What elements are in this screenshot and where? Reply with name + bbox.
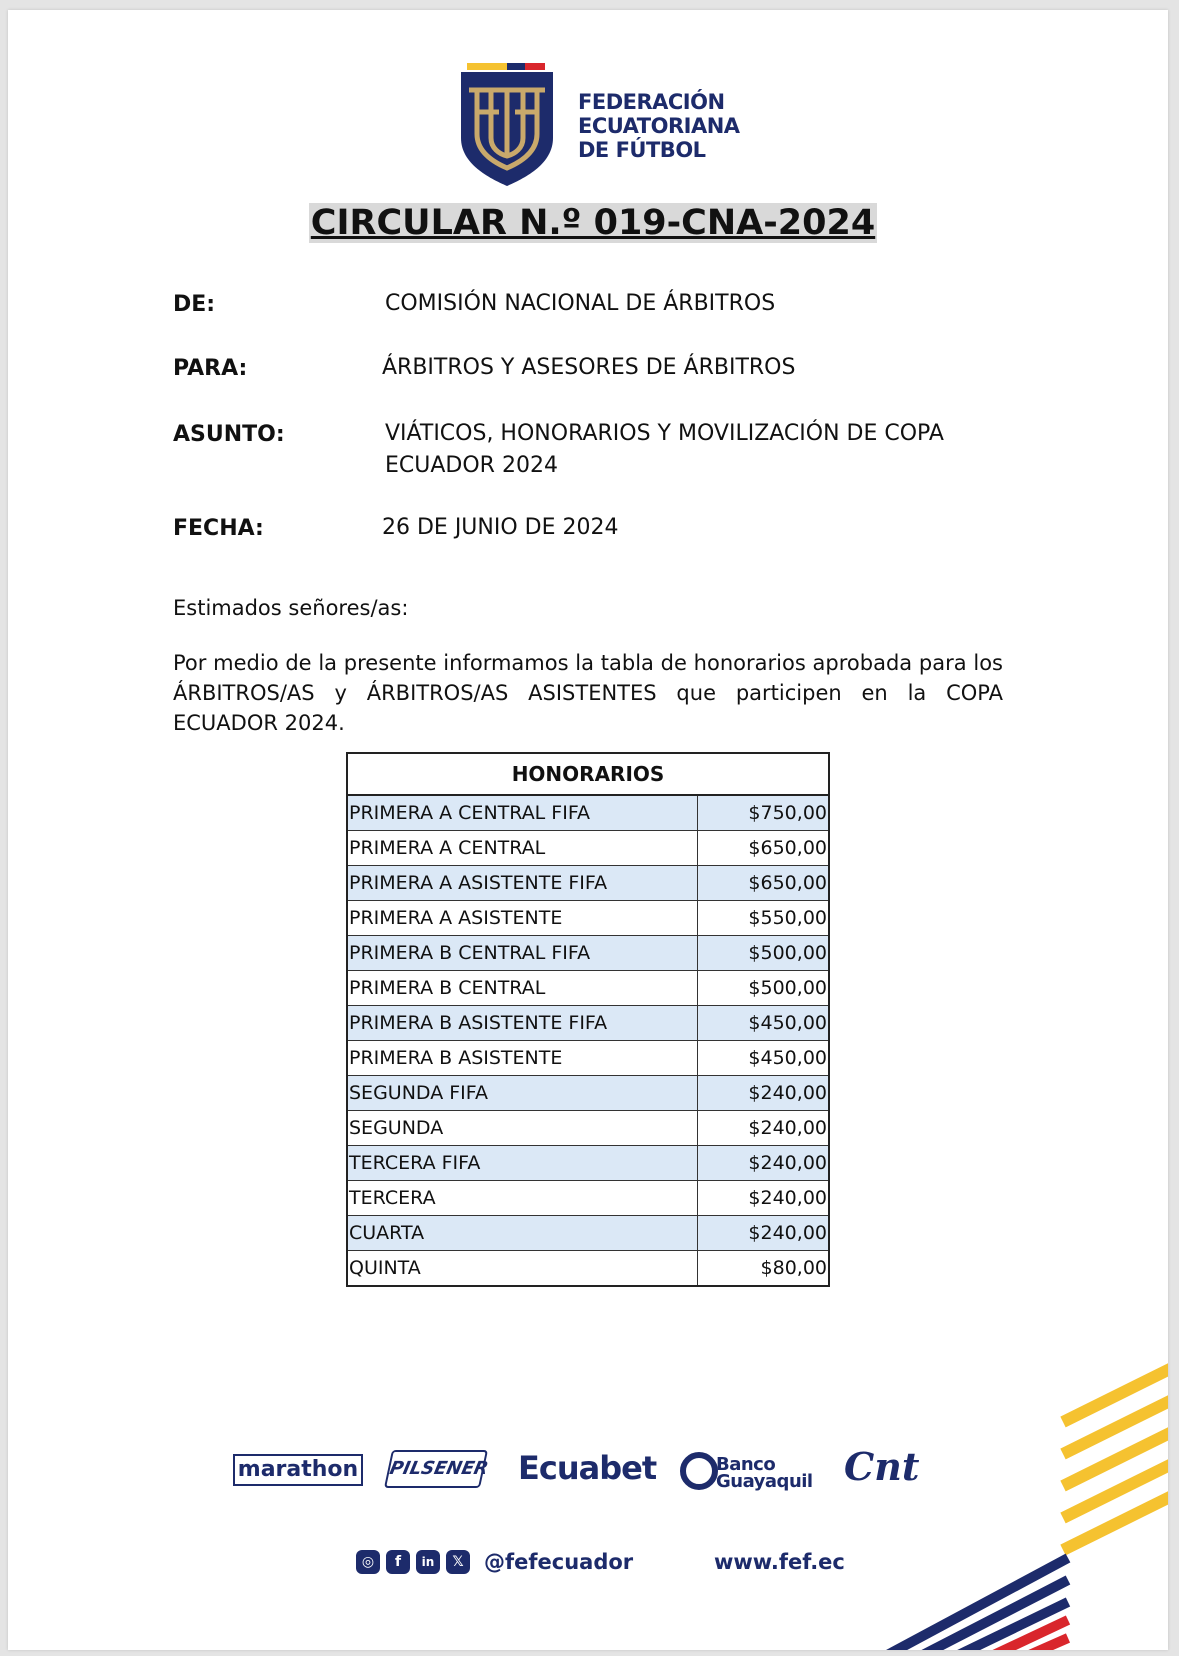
document-page <box>8 10 1168 1650</box>
banco-guayaquil-icon <box>680 1452 718 1490</box>
greeting: Estimados señores/as: <box>173 596 409 620</box>
amount-cell: $500,00 <box>698 936 830 971</box>
table-header: HONORARIOS <box>347 753 829 795</box>
banco-line-2: Guayaquil <box>716 1471 813 1492</box>
category-cell: PRIMERA B CENTRAL <box>347 971 698 1006</box>
banco-guayaquil-logo <box>716 1456 813 1490</box>
amount-cell: $240,00 <box>698 1076 830 1111</box>
asunto-value-line-2: ECUADOR 2024 <box>385 453 558 478</box>
category-cell: PRIMERA A CENTRAL FIFA <box>347 795 698 831</box>
linkedin-icon: in <box>416 1550 440 1574</box>
fecha-label: FECHA: <box>173 516 264 541</box>
de-value: COMISIÓN NACIONAL DE ÁRBITROS <box>385 291 776 316</box>
amount-cell: $650,00 <box>698 831 830 866</box>
cnt-logo: Cnt <box>844 1444 920 1489</box>
para-label: PARA: <box>173 356 248 381</box>
pilsener-logo: PILSENER <box>384 1450 488 1488</box>
amount-cell: $450,00 <box>698 1041 830 1076</box>
org-line-2: ECUATORIANA <box>578 114 740 138</box>
amount-cell: $550,00 <box>698 901 830 936</box>
amount-cell: $240,00 <box>698 1181 830 1216</box>
amount-cell: $750,00 <box>698 795 830 831</box>
website-link: www.fef.ec <box>714 1550 845 1574</box>
category-cell: PRIMERA B ASISTENTE <box>347 1041 698 1076</box>
x-icon: 𝕏 <box>446 1550 470 1574</box>
org-line-3: DE FÚTBOL <box>578 138 706 162</box>
marathon-logo: marathon <box>233 1454 363 1486</box>
amount-cell: $500,00 <box>698 971 830 1006</box>
category-cell: PRIMERA B CENTRAL FIFA <box>347 936 698 971</box>
category-cell: SEGUNDA FIFA <box>347 1076 698 1111</box>
amount-cell: $240,00 <box>698 1146 830 1181</box>
org-line-1: FEDERACIÓN <box>578 90 725 114</box>
social-handle: @fefecuador <box>484 1550 634 1574</box>
intro-paragraph: Por medio de la presente informamos la tabla de honorarios aprobada para los ÁRBITROS/AS y ÁRBITROS/AS ASISTENTES que participen en la COPA ECUADOR 2024. <box>173 651 1003 735</box>
ecuabet-logo: Ecuabet <box>518 1449 657 1487</box>
amount-cell: $450,00 <box>698 1006 830 1041</box>
banco-line-1: Banco <box>716 1454 776 1475</box>
amount-cell: $80,00 <box>698 1251 830 1287</box>
facebook-icon: f <box>386 1550 410 1574</box>
asunto-label: ASUNTO: <box>173 422 285 447</box>
category-cell: TERCERA FIFA <box>347 1146 698 1181</box>
category-cell: PRIMERA A ASISTENTE <box>347 901 698 936</box>
fecha-value: 26 DE JUNIO DE 2024 <box>382 515 619 540</box>
amount-cell: $240,00 <box>698 1216 830 1251</box>
circular-title-text: CIRCULAR N.º 019-CNA-2024 <box>310 203 876 243</box>
category-cell: SEGUNDA <box>347 1111 698 1146</box>
category-cell: CUARTA <box>347 1216 698 1251</box>
category-cell: PRIMERA A CENTRAL <box>347 831 698 866</box>
de-label: DE: <box>173 292 216 317</box>
amount-cell: $240,00 <box>698 1111 830 1146</box>
decorative-stripes <box>8 10 1168 1650</box>
category-cell: QUINTA <box>347 1251 698 1287</box>
amount-cell: $650,00 <box>698 866 830 901</box>
category-cell: TERCERA <box>347 1181 698 1216</box>
para-value: ÁRBITROS Y ASESORES DE ÁRBITROS <box>382 355 796 380</box>
category-cell: PRIMERA A ASISTENTE FIFA <box>347 866 698 901</box>
asunto-value-line-1: VIÁTICOS, HONORARIOS Y MOVILIZACIÓN DE COPA <box>385 421 944 446</box>
category-cell: PRIMERA B ASISTENTE FIFA <box>347 1006 698 1041</box>
instagram-icon: ◎ <box>356 1550 380 1574</box>
